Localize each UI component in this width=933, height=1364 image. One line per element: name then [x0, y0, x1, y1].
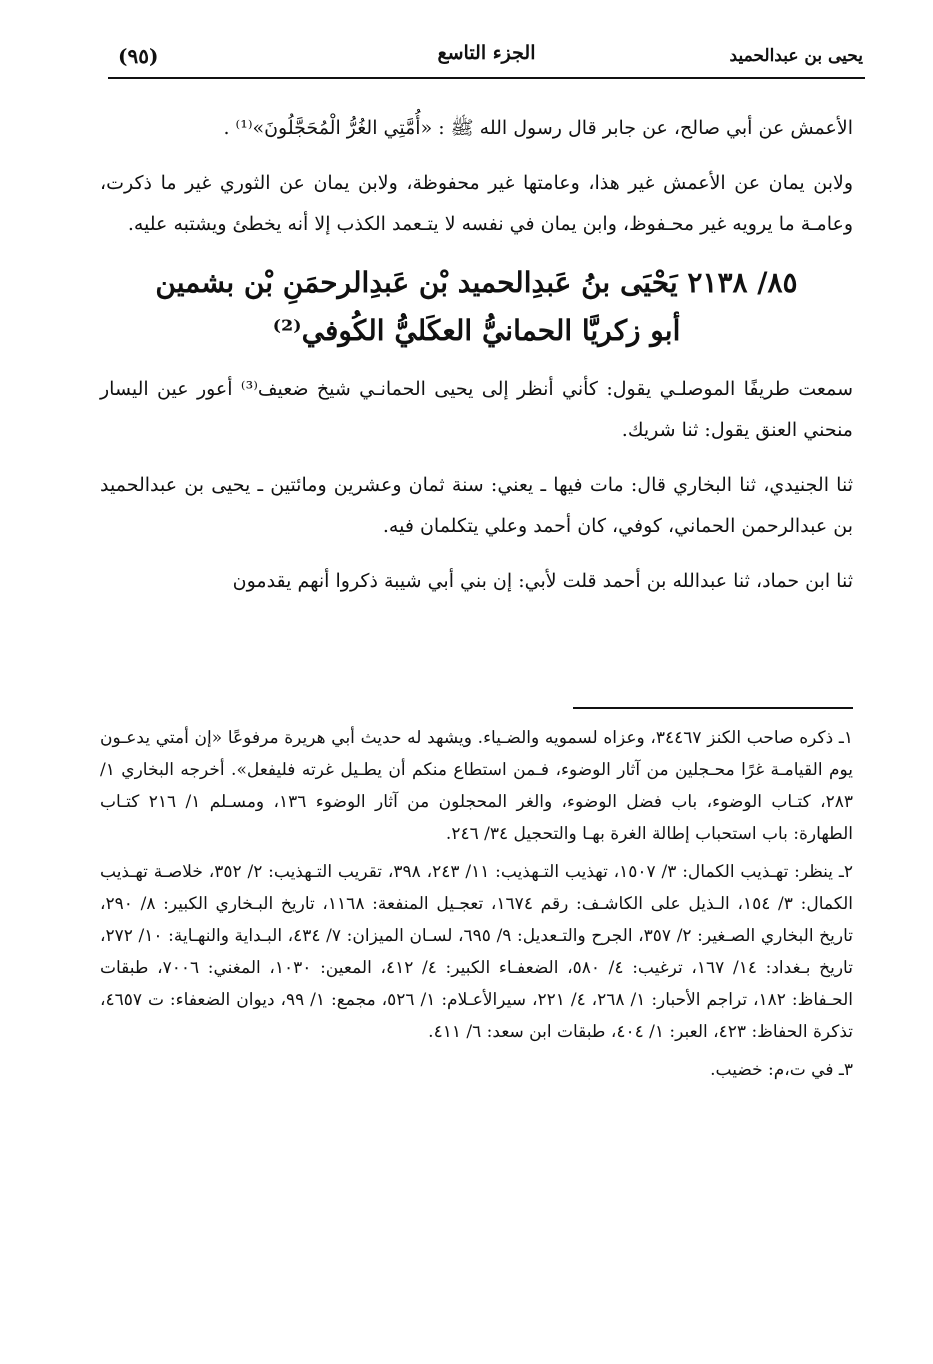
footnote-3: ٣ـ في ت،م: خضيب.: [710, 1060, 853, 1080]
footnotes: [100, 722, 853, 1092]
footnote-2: ٢ـ ينظر: تهـذيب الكمال: ٣/ ١٥٠٧، تهذيب التـهذيب: ١١/ ٢٤٣، ٣٩٨، تقريب التـهذيب: ٢/ ٣٥٢، خلاصـة تهـذيب الكمال: ٣/ ١٥٤، الـذيل على الكاشـف: رقم ١٦٧٤، تعجـيل المنفعة: ١١٦٨، تاريخ البـخاري الكبير: ٨/ ٢٩٠، تاريخ البخاري الصـغير: ٢/ ٣٥٧، الجرح والتـعديل: ٩/ ٦٩٥، لسـان الميزان: ٧/ ٤٣٤، البـداية والنهـاية: ١٠/ ٢٧٢، تاريخ بـغداد: ١٤/ ١٦٧، ترغيب: ٤/ ٥٨٠، الضعفـاء الكبير: ٤/ ٤١٢، المعين: ١٠٣٠، المغني: ٧٠٠٦، طبقات الحـفاظ: ١٨٢، تراجم الأحبار: ١/ ٢٦٨، ٤/ ٢٢١، سيرالأعـلام: ١/ ٥٢٦، مجمع: ١/ ٩٩، ديوان الضعفاء: ت ٤٦٥٧، تذكرة الحفاظ: ٤٢٣، العبر: ١/ ٤٠٤، طبقات ابن سعد: ٦/ ٤١١.: [100, 862, 853, 1042]
running-header: [110, 42, 863, 72]
paragraph-hadith: الأعمش عن أبي صالح، عن جابر قال رسول الله ﷺ : «أُمَّتِي الغُرُّ الْمُحَجَّلُونَ»⁽¹⁾ .: [223, 117, 853, 139]
footnote-1: ١ـ ذكره صاحب الكنز ٣٤٤٦٧، وعزاه لسمويه والضـياء. ويشهد له حديث أبي هريرة مرفوعًا «إن أمتي يدعـون يوم القيامـة غرًا محـجلين من آثار الوضوء، فـمن استطاع منكم أن يطـيل غرته فليفعل». أخرجه البخاري ١/ ٢٨٣، كتـاب الوضوء، باب فضل الوضوء، والغر المحجلون من آثار الوضوء ١٣٦، ومسـلم ١/ ٢١٦ كتـاب الطهارة: باب استحباب إطالة الغرة بهـا والتحجيل ٣٤/ ٢٤٦.: [100, 728, 854, 844]
page-number: (٩٥): [118, 44, 159, 68]
entry-heading-line2: أبو زكريَّا الحمانيُّ العكَليُّ الكُوفي⁽²⁾: [272, 314, 681, 347]
paragraph-ibn-hammad: ثنا ابن حماد، ثنا عبدالله بن أحمد قلت لأبي: إن بني أبي شيبة ذكروا أنهم يقدمون: [232, 570, 853, 592]
paragraph-tarif: سمعت طريفًا الموصلـي يقول: كأني أنظر إلى يحيى الحمانـي شيخ ضعيف⁽³⁾ أعور عين اليسار منحني العنق يقول: ثنا شريك.: [100, 378, 853, 441]
header-divider: [108, 77, 865, 79]
paragraph-ibn-yaman: ولابن يمان عن الأعمش غير هذا، وعامتها غير محفوظة، ولابن يمان عن الثوري غير ما ذكرت، وعامـة ما يرويه غير محـفوظ، وابن يمان في نفسه لا يتـعمد الكذب إلا أنه يخطئ ويشتبه عليه.: [100, 172, 853, 235]
header-volume: الجزء التاسع: [437, 42, 536, 64]
main-text: [100, 108, 853, 616]
paragraph-bukhari: ثنا الجنيدي، ثنا البخاري قال: مات فيها ـ يعني: سنة ثمان وعشرين ومائتين ـ يحيى بن عبدالحميد بن عبدالرحمن الحماني، كوفي، كان أحمد وعلي يتكلمان فيه.: [100, 474, 853, 537]
footnote-divider: [573, 707, 853, 709]
entry-heading-line1: ٨٥/ ٢١٣٨ يَحْيَى بنُ عَبدِالحميد بْن عَبدِالرحمَنِ بْن بشمين: [155, 266, 798, 299]
entry-heading: [100, 259, 853, 355]
header-author: يحيى بن عبدالحميد: [729, 46, 863, 66]
